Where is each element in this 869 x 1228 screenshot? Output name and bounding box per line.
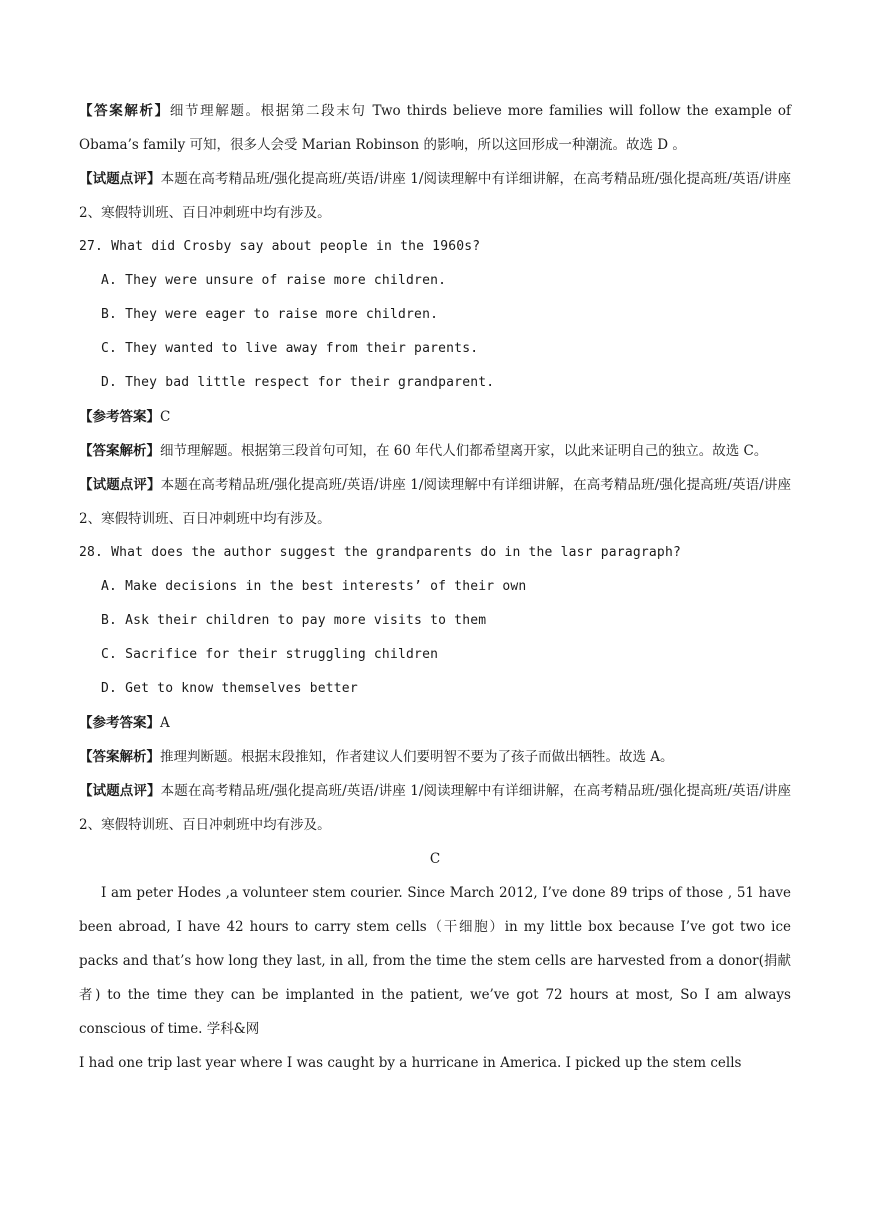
comment-tag: 【试题点评】 xyxy=(79,783,161,799)
analysis-text: 细节理解题。根据第二段末句 Two thirds believe more families will follow the example of Obama’s family 可知，很多人会受 Marian Robinson 的影响，所以这回形成一种潮流。故选 D 。 xyxy=(79,103,792,153)
q27-option-d: D. They bad little respect for their grandparent. xyxy=(101,375,495,390)
comment-text: 本题在高考精品班/强化提高班/英语/讲座 1/阅读理解中有详细讲解，在高考精品班/强化提高班/英语/讲座 2、寒假特训班、百日冲刺班中均有涉及。 xyxy=(79,783,792,833)
q28-option-d: D. Get to know themselves better xyxy=(101,681,358,696)
analysis-tag: 【答案解析】 xyxy=(79,443,160,459)
q28-answer xyxy=(79,706,791,740)
answer-tag: 【参考答案】 xyxy=(79,409,160,425)
q27-option-a: A. They were unsure of raise more children. xyxy=(101,273,447,288)
q26-analysis xyxy=(79,94,791,162)
q28-comment xyxy=(79,774,791,842)
q27-option-c: C. They wanted to live away from their parents. xyxy=(101,341,479,356)
analysis-tag: 【答案解析】 xyxy=(79,749,160,765)
q27-analysis xyxy=(79,434,791,468)
q28-option-b: B. Ask their children to pay more visits to them xyxy=(101,613,487,628)
q26-comment xyxy=(79,162,791,230)
answer-value: C xyxy=(160,409,171,425)
section-heading: C xyxy=(429,851,441,867)
analysis-tag: 【答案解析】 xyxy=(79,103,170,119)
comment-text: 本题在高考精品班/强化提高班/英语/讲座 1/阅读理解中有详细讲解，在高考精品班/强化提高班/英语/讲座 2、寒假特训班、百日冲刺班中均有涉及。 xyxy=(79,477,792,527)
q27-option-b: B. They were eager to raise more children. xyxy=(101,307,439,322)
q28-analysis xyxy=(79,740,791,774)
answer-value: A xyxy=(160,715,170,731)
document-page xyxy=(79,94,791,1080)
analysis-text: 推理判断题。根据末段推知，作者建议人们要明智不要为了孩子而做出牺牲。故选 A。 xyxy=(160,749,674,765)
q28-stem: 28. What does the author suggest the grandparents do in the lasr paragraph? xyxy=(79,545,681,560)
q27-stem: 27. What did Crosby say about people in the 1960s? xyxy=(79,239,481,254)
answer-tag: 【参考答案】 xyxy=(79,715,160,731)
q27-answer xyxy=(79,400,791,434)
passage-paragraph-1: I am peter Hodes ,a volunteer stem courier. Since March 2012, I’ve done 89 trips of those , 51 have been abroad, I have 42 hours to carry stem cells（干细胞）in my little box because I’ve got two ice packs and that’s how long they last, in all, from the time the stem cells are harvested from a donor(捐献者) to the time they can be implanted in the patient, we’ve got 72 hours at most, So I am always conscious of time. 学科&网 xyxy=(79,885,791,1037)
analysis-text: 细节理解题。根据第三段首句可知，在 60 年代人们都希望离开家，以此来证明自己的独立。故选 C。 xyxy=(160,443,768,459)
q28-option-c: C. Sacrifice for their struggling children xyxy=(101,647,439,662)
q27-comment xyxy=(79,468,791,536)
comment-tag: 【试题点评】 xyxy=(79,171,161,187)
passage-paragraph-2: I had one trip last year where I was caught by a hurricane in America. I picked up the stem cells xyxy=(79,1055,742,1071)
comment-text: 本题在高考精品班/强化提高班/英语/讲座 1/阅读理解中有详细讲解，在高考精品班/强化提高班/英语/讲座 2、寒假特训班、百日冲刺班中均有涉及。 xyxy=(79,171,792,221)
comment-tag: 【试题点评】 xyxy=(79,477,161,493)
q28-option-a: A. Make decisions in the best interests’ of their own xyxy=(101,579,527,594)
